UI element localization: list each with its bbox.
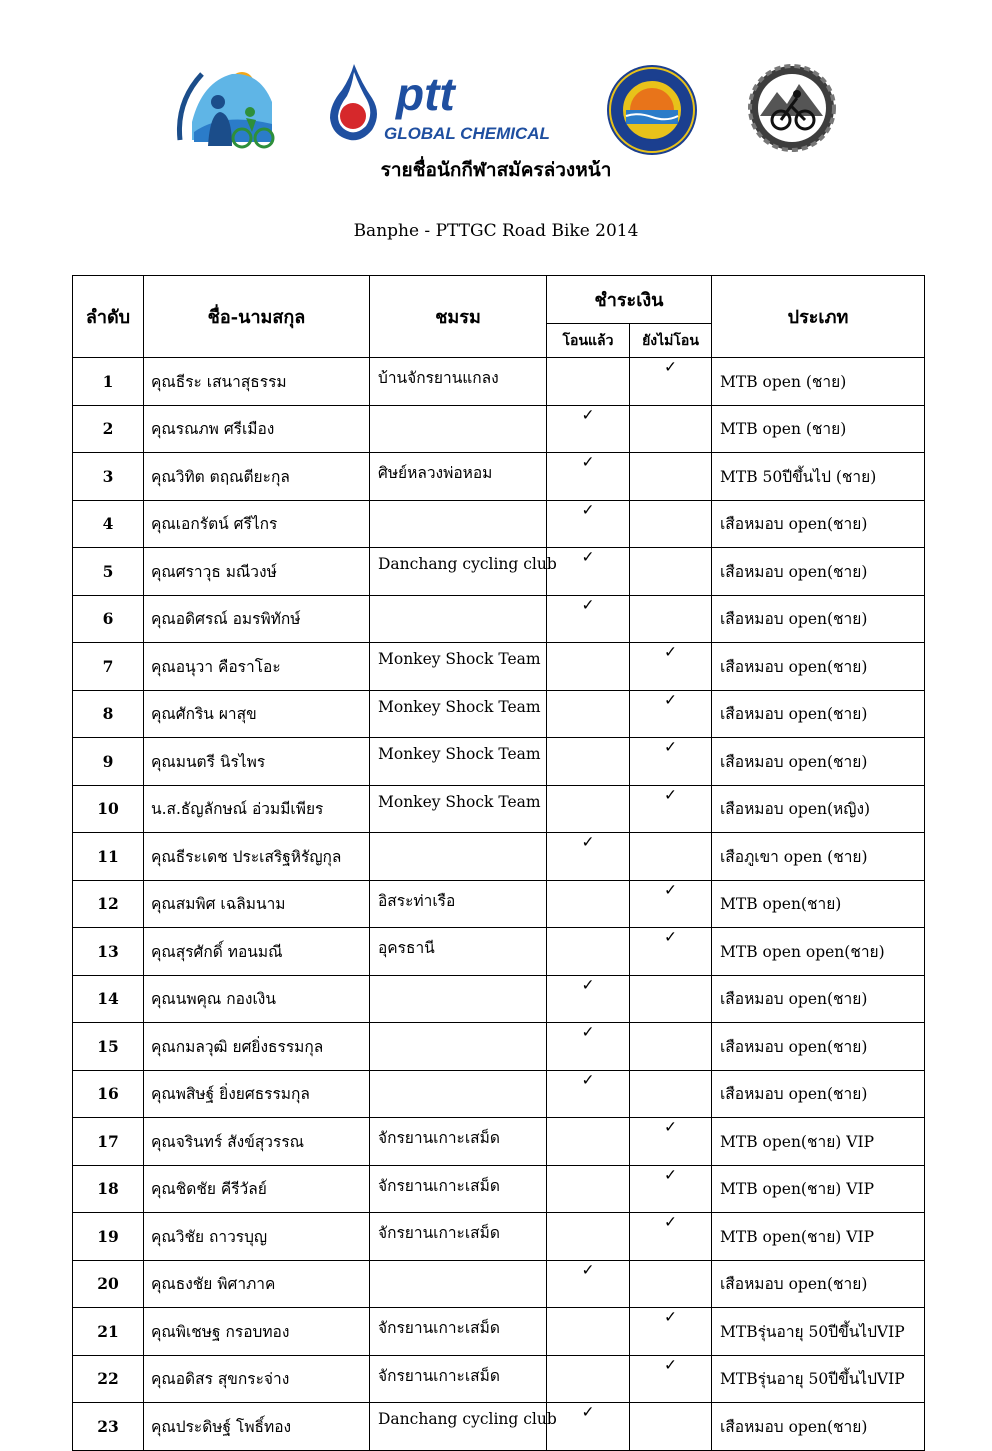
paid-check-cell	[547, 1213, 630, 1261]
checkmark-icon: ✓	[581, 405, 595, 424]
row-number: 10	[73, 785, 144, 833]
athlete-name: คุณศราวุธ มณีวงษ์	[144, 548, 370, 596]
checkmark-icon: ✓	[581, 1403, 595, 1421]
race-category: เสือหมอบ open(ชาย)	[712, 1260, 925, 1308]
athlete-name: คุณธงชัย พิศาภาค	[144, 1260, 370, 1308]
row-number: 8	[73, 690, 144, 738]
race-category: เสือหมอบ open(ชาย)	[712, 595, 925, 643]
table-row	[73, 928, 925, 976]
unpaid-check-cell	[630, 975, 712, 1023]
checkmark-icon: ✓	[664, 1118, 677, 1136]
club-name	[370, 405, 547, 453]
checkmark-icon: ✓	[664, 358, 677, 376]
club-name	[370, 975, 547, 1023]
checkmark-icon: ✓	[664, 738, 677, 756]
race-category: MTB open(ชาย) VIP	[712, 1165, 925, 1213]
table-row	[73, 548, 925, 596]
race-category: MTBรุ่นอายุ 50ปีขึ้นไปVIP	[712, 1308, 925, 1356]
club-name	[370, 1023, 547, 1071]
checkmark-icon: ✓	[581, 1070, 595, 1089]
rayong-cycling-club-logo	[172, 62, 280, 150]
paid-check-cell	[547, 880, 630, 928]
club-name: จักรยานเกาะเสม็ด	[370, 1308, 547, 1356]
race-category: เสือหมอบ open(ชาย)	[712, 643, 925, 691]
paid-check-cell	[547, 738, 630, 786]
race-category: เสือหมอบ open(ชาย)	[712, 1070, 925, 1118]
race-category: เสือหมอบ open(ชาย)	[712, 500, 925, 548]
header-club: ชมรม	[370, 276, 547, 358]
table-row	[73, 1023, 925, 1071]
race-category: MTB open (ชาย)	[712, 405, 925, 453]
header-category: ประเภท	[712, 276, 925, 358]
paid-check-cell	[547, 1403, 630, 1451]
club-name: Danchang cycling club	[370, 548, 547, 596]
unpaid-check-cell	[630, 1308, 712, 1356]
athlete-name: คุณพสิษฐ์ ยิ่งยศธรรมกุล	[144, 1070, 370, 1118]
row-number: 22	[73, 1355, 144, 1403]
event-subtitle: Banphe - PTTGC Road Bike 2014	[353, 221, 639, 241]
athlete-name: คุณอนุวา คือราโอะ	[144, 643, 370, 691]
unpaid-check-cell	[630, 690, 712, 738]
paid-check-cell	[547, 975, 630, 1023]
ptt-global-chemical-logo	[322, 62, 554, 146]
club-name: จักรยานเกาะเสม็ด	[370, 1355, 547, 1403]
club-name: จักรยานเกาะเสม็ด	[370, 1165, 547, 1213]
club-name: อิสระท่าเรือ	[370, 880, 547, 928]
club-name: Monkey Shock Team	[370, 738, 547, 786]
unpaid-check-cell	[630, 1260, 712, 1308]
unpaid-check-cell	[630, 785, 712, 833]
paid-check-cell	[547, 595, 630, 643]
paid-check-cell	[547, 358, 630, 406]
unpaid-check-cell	[630, 1213, 712, 1261]
paid-check-cell	[547, 690, 630, 738]
unpaid-check-cell	[630, 1118, 712, 1166]
athlete-name: คุณธีระ เสนาสุธรรม	[144, 358, 370, 406]
race-category: เสือภูเขา open (ชาย)	[712, 833, 925, 881]
logo-strip	[0, 58, 992, 153]
row-number: 2	[73, 405, 144, 453]
header-unpaid: ยังไม่โอน	[630, 324, 712, 358]
athlete-name: คุณนพคุณ กองเงิน	[144, 975, 370, 1023]
athlete-name: คุณมนตรี นิรไพร	[144, 738, 370, 786]
row-number: 23	[73, 1403, 144, 1451]
header-order: ลำดับ	[73, 276, 144, 358]
race-category: MTB open (ชาย)	[712, 358, 925, 406]
unpaid-check-cell	[630, 738, 712, 786]
row-number: 14	[73, 975, 144, 1023]
unpaid-check-cell	[630, 880, 712, 928]
row-number: 16	[73, 1070, 144, 1118]
header-payment: ชำระเงิน	[547, 276, 712, 324]
race-category: เสือหมอบ open(ชาย)	[712, 548, 925, 596]
athlete-name: คุณธีระเดช ประเสริฐหิรัญกุล	[144, 833, 370, 881]
table-row	[73, 738, 925, 786]
table-row	[73, 1355, 925, 1403]
table-row	[73, 833, 925, 881]
page-title: รายชื่อนักกีฬาสมัครล่วงหน้า	[380, 159, 612, 181]
banphe-municipality-seal	[604, 64, 700, 160]
row-number: 6	[73, 595, 144, 643]
paid-check-cell	[547, 1165, 630, 1213]
table-row	[73, 453, 925, 501]
unpaid-check-cell	[630, 500, 712, 548]
paid-check-cell	[547, 1023, 630, 1071]
race-category: MTB open(ชาย) VIP	[712, 1213, 925, 1261]
table-row	[73, 1118, 925, 1166]
race-category: เสือหมอบ open(ชาย)	[712, 690, 925, 738]
club-name: บ้านจักรยานแกลง	[370, 358, 547, 406]
athlete-name: คุณอดิศรณ์ อมรพิทักษ์	[144, 595, 370, 643]
checkmark-icon: ✓	[664, 785, 677, 804]
table-row	[73, 880, 925, 928]
header-name: ชื่อ-นามสกุล	[144, 276, 370, 358]
table-row	[73, 643, 925, 691]
race-category: เสือหมอบ open(หญิง)	[712, 785, 925, 833]
athlete-name: คุณเอกรัตน์ ศรีไกร	[144, 500, 370, 548]
unpaid-check-cell	[630, 1165, 712, 1213]
race-category: MTB open open(ชาย)	[712, 928, 925, 976]
race-category: MTB open(ชาย)	[712, 880, 925, 928]
checkmark-icon: ✓	[581, 453, 595, 471]
table-row	[73, 1260, 925, 1308]
athlete-name: คุณประดิษฐ์ โพธิ์ทอง	[144, 1403, 370, 1451]
club-name: ศิษย์หลวงพ่อหอม	[370, 453, 547, 501]
table-row	[73, 690, 925, 738]
unpaid-check-cell	[630, 928, 712, 976]
paid-check-cell	[547, 643, 630, 691]
table-row	[73, 1403, 925, 1451]
club-name: อุครธานี	[370, 928, 547, 976]
athlete-name: คุณสุรศักดิ์ ทอนมณี	[144, 928, 370, 976]
race-category: MTB open(ชาย) VIP	[712, 1118, 925, 1166]
club-name: Monkey Shock Team	[370, 785, 547, 833]
club-name	[370, 1070, 547, 1118]
unpaid-check-cell	[630, 1355, 712, 1403]
row-number: 17	[73, 1118, 144, 1166]
unpaid-check-cell	[630, 1023, 712, 1071]
paid-check-cell	[547, 1070, 630, 1118]
table-row	[73, 500, 925, 548]
paid-check-cell	[547, 785, 630, 833]
checkmark-icon: ✓	[664, 1213, 677, 1231]
table-row	[73, 1308, 925, 1356]
paid-check-cell	[547, 500, 630, 548]
unpaid-check-cell	[630, 1070, 712, 1118]
unpaid-check-cell	[630, 1403, 712, 1451]
race-category: เสือหมอบ open(ชาย)	[712, 1403, 925, 1451]
athlete-name: คุณรณภพ ศรีเมือง	[144, 405, 370, 453]
ptt-wordmark: ptt	[396, 68, 455, 120]
checkmark-icon: ✓	[664, 1308, 677, 1326]
paid-check-cell	[547, 1118, 630, 1166]
checkmark-icon: ✓	[581, 595, 595, 614]
table-row	[73, 358, 925, 406]
row-number: 21	[73, 1308, 144, 1356]
athlete-name: คุณศักริน ผาสุข	[144, 690, 370, 738]
athlete-name: คุณชิดชัย คีรีวัลย์	[144, 1165, 370, 1213]
checkmark-icon: ✓	[581, 548, 595, 566]
paid-check-cell	[547, 548, 630, 596]
checkmark-icon: ✓	[581, 1260, 595, 1279]
checkmark-icon: ✓	[664, 643, 677, 661]
bike-club-gear-logo	[747, 64, 837, 152]
table-body	[73, 358, 925, 1451]
row-number: 19	[73, 1213, 144, 1261]
unpaid-check-cell	[630, 405, 712, 453]
paid-check-cell	[547, 1355, 630, 1403]
table-row	[73, 1165, 925, 1213]
table-row	[73, 405, 925, 453]
table-row	[73, 1213, 925, 1261]
paid-check-cell	[547, 1260, 630, 1308]
checkmark-icon: ✓	[664, 1165, 677, 1184]
race-category: MTBรุ่นอายุ 50ปีขึ้นไปVIP	[712, 1355, 925, 1403]
paid-check-cell	[547, 405, 630, 453]
row-number: 5	[73, 548, 144, 596]
row-number: 15	[73, 1023, 144, 1071]
race-category: เสือหมอบ open(ชาย)	[712, 738, 925, 786]
unpaid-check-cell	[630, 833, 712, 881]
athlete-name: คุณกมลวุฒิ ยศยิ่งธรรมกุล	[144, 1023, 370, 1071]
race-category: MTB 50ปีขึ้นไป (ชาย)	[712, 453, 925, 501]
checkmark-icon: ✓	[581, 500, 595, 519]
athlete-name: น.ส.ธัญลักษณ์ อ่วมมีเพียร	[144, 785, 370, 833]
club-name	[370, 1260, 547, 1308]
race-category: เสือหมอบ open(ชาย)	[712, 975, 925, 1023]
athlete-name: คุณวิทิต ตฤณตียะกุล	[144, 453, 370, 501]
club-name: Monkey Shock Team	[370, 690, 547, 738]
race-category: เสือหมอบ open(ชาย)	[712, 1023, 925, 1071]
row-number: 9	[73, 738, 144, 786]
paid-check-cell	[547, 453, 630, 501]
row-number: 3	[73, 453, 144, 501]
club-name: จักรยานเกาะเสม็ด	[370, 1213, 547, 1261]
row-number: 13	[73, 928, 144, 976]
athlete-name: คุณพิเชษฐ กรอบทอง	[144, 1308, 370, 1356]
checkmark-icon: ✓	[664, 690, 677, 709]
athlete-name: คุณสมพิศ เฉลิมนาม	[144, 880, 370, 928]
unpaid-check-cell	[630, 358, 712, 406]
checkmark-icon: ✓	[581, 1023, 595, 1041]
table-row	[73, 595, 925, 643]
club-name	[370, 833, 547, 881]
row-number: 20	[73, 1260, 144, 1308]
checkmark-icon: ✓	[664, 928, 677, 946]
row-number: 18	[73, 1165, 144, 1213]
table-row	[73, 975, 925, 1023]
club-name: จักรยานเกาะเสม็ด	[370, 1118, 547, 1166]
table-row	[73, 785, 925, 833]
paid-check-cell	[547, 1308, 630, 1356]
row-number: 11	[73, 833, 144, 881]
club-name	[370, 595, 547, 643]
checkmark-icon: ✓	[664, 1355, 677, 1374]
unpaid-check-cell	[630, 548, 712, 596]
club-name	[370, 500, 547, 548]
row-number: 1	[73, 358, 144, 406]
unpaid-check-cell	[630, 453, 712, 501]
checkmark-icon: ✓	[581, 975, 595, 994]
unpaid-check-cell	[630, 643, 712, 691]
ptt-subtitle: GLOBAL CHEMICAL	[384, 124, 550, 143]
athlete-name: คุณวิชัย ถาวรบุญ	[144, 1213, 370, 1261]
row-number: 7	[73, 643, 144, 691]
club-name: Danchang cycling club	[370, 1403, 547, 1451]
row-number: 12	[73, 880, 144, 928]
paid-check-cell	[547, 928, 630, 976]
checkmark-icon: ✓	[581, 833, 595, 851]
header-paid: โอนแล้ว	[547, 324, 630, 358]
registration-table	[72, 275, 925, 1451]
checkmark-icon: ✓	[664, 880, 677, 899]
row-number: 4	[73, 500, 144, 548]
paid-check-cell	[547, 833, 630, 881]
athlete-name: คุณอดิสร สุขกระจ่าง	[144, 1355, 370, 1403]
club-name: Monkey Shock Team	[370, 643, 547, 691]
athlete-name: คุณจรินทร์ สังข์สุวรรณ	[144, 1118, 370, 1166]
table-row	[73, 1070, 925, 1118]
unpaid-check-cell	[630, 595, 712, 643]
